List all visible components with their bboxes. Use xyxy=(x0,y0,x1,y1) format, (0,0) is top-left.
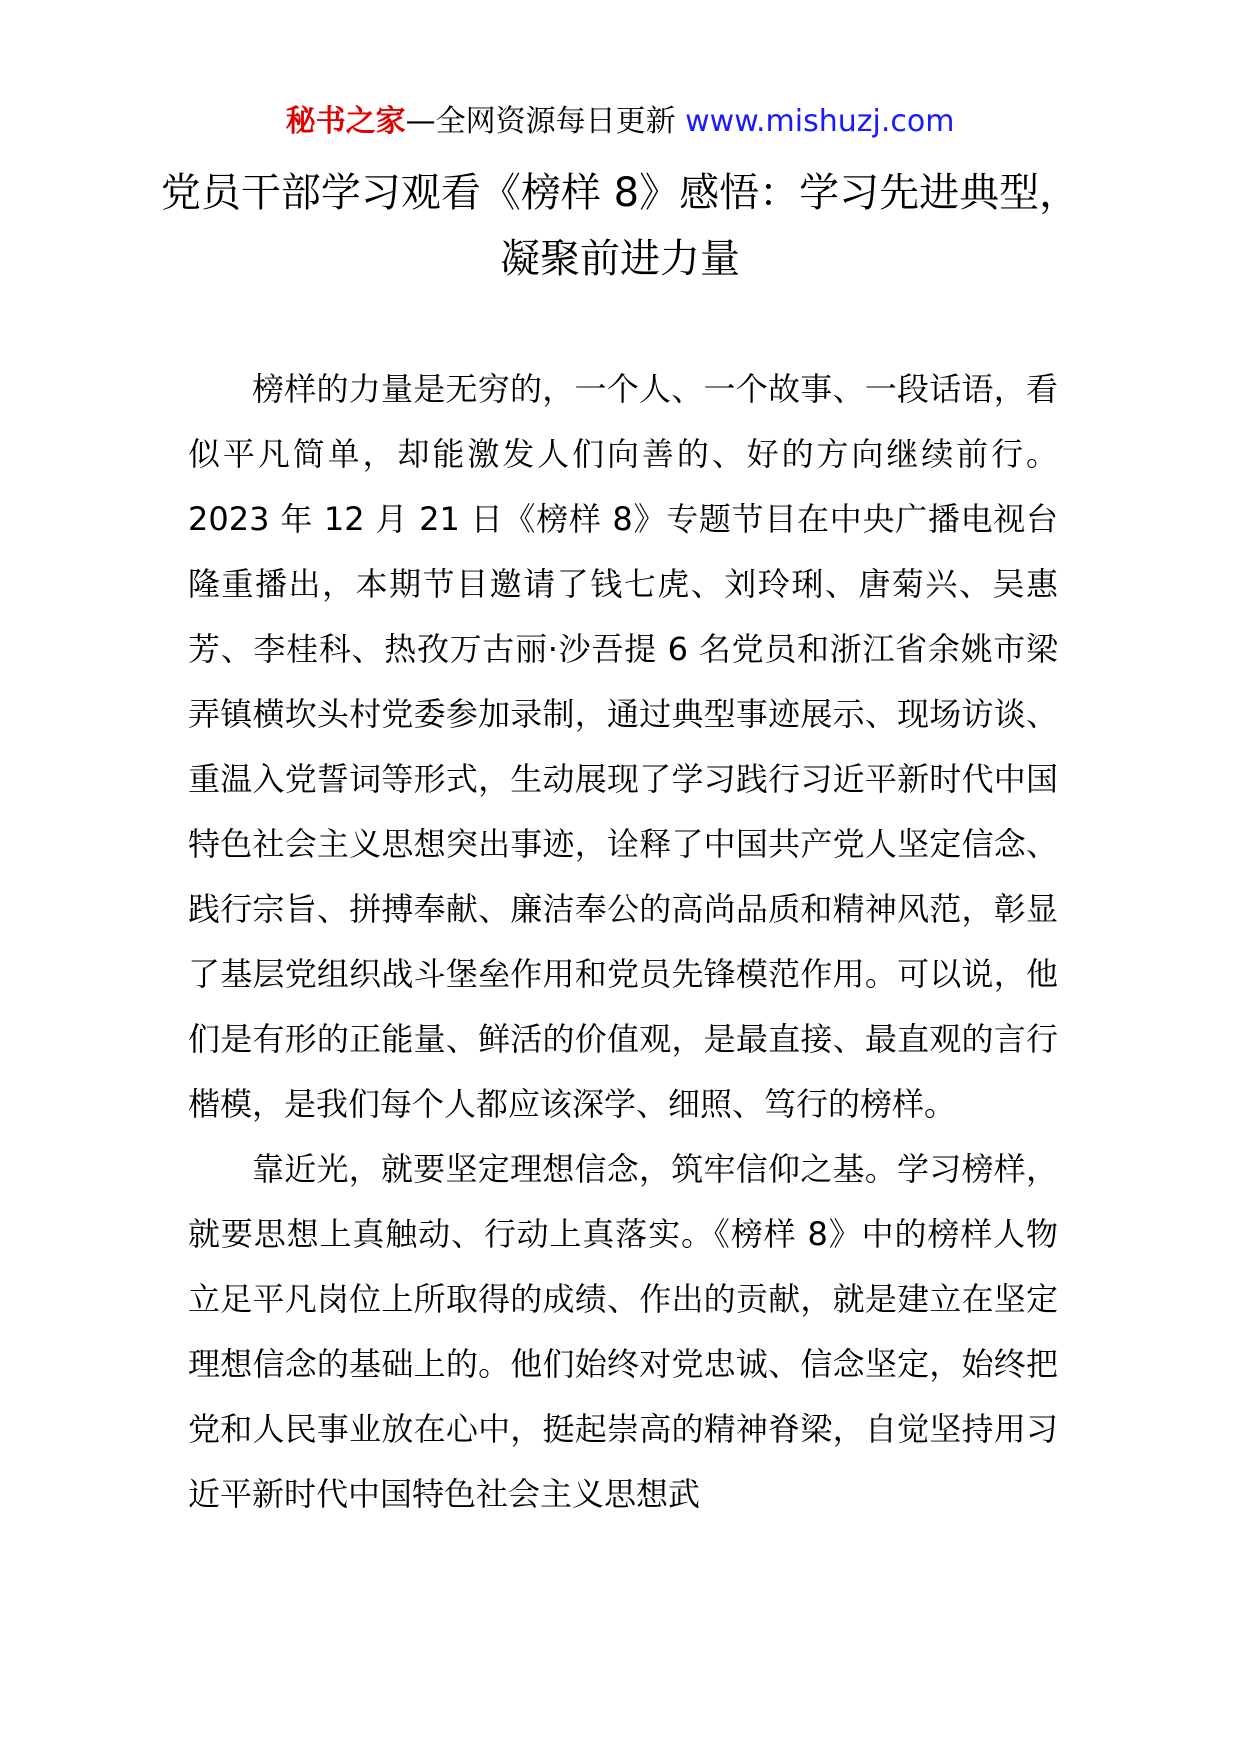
document-title: 党员干部学习观看《榜样 8》感悟：学习先进典型，凝聚前进力量 xyxy=(160,170,1080,282)
site-header xyxy=(0,100,1240,144)
paragraph-2: 靠近光，就要坚定理想信念，筑牢信仰之基。学习榜样，就要思想上真触动、行动上真落实。《榜样 8》中的榜样人物立足平凡岗位上所取得的成绩、作出的贡献，就是建立在坚定理想信念的基础上的。他们始终对党忠诚、信念坚定，始终把党和人民事业放在心中，挺起崇高的精神脊梁，自觉坚持用习近平新时代中国特色社会主义思想武 xyxy=(188,1150,1058,1513)
site-tagline: —全网资源每日更新 xyxy=(405,104,676,139)
paragraph-1: 榜样的力量是无穷的，一个人、一个故事、一段话语，看似平凡简单，却能激发人们向善的、好的方向继续前行。2023 年 12 月 21 日《榜样 8》专题节目在中央广播电视台隆重播出，本期节目邀请了钱七虎、刘玲琍、唐菊兴、吴惠芳、李桂科、热孜万古丽·沙吾提 6 名党员和浙江省余姚市梁弄镇横坎头村党委参加录制，通过典型事迹展示、现场访谈、重温入党誓词等形式，生动展现了学习践行习近平新时代中国特色社会主义思想突出事迹，诠释了中国共产党人坚定信念、践行宗旨、拼搏奉献、廉洁奉公的高尚品质和精神风范，彰显了基层党组织战斗堡垒作用和党员先锋模范作用。可以说，他们是有形的正能量、鲜活的价值观，是最直接、最直观的言行楷模，是我们每个人都应该深学、细照、笃行的榜样。 xyxy=(188,370,1058,1123)
site-url-link[interactable]: www.mishuzj.com xyxy=(685,104,955,139)
site-brand: 秘书之家 xyxy=(285,104,406,139)
document-body xyxy=(188,357,1058,1527)
